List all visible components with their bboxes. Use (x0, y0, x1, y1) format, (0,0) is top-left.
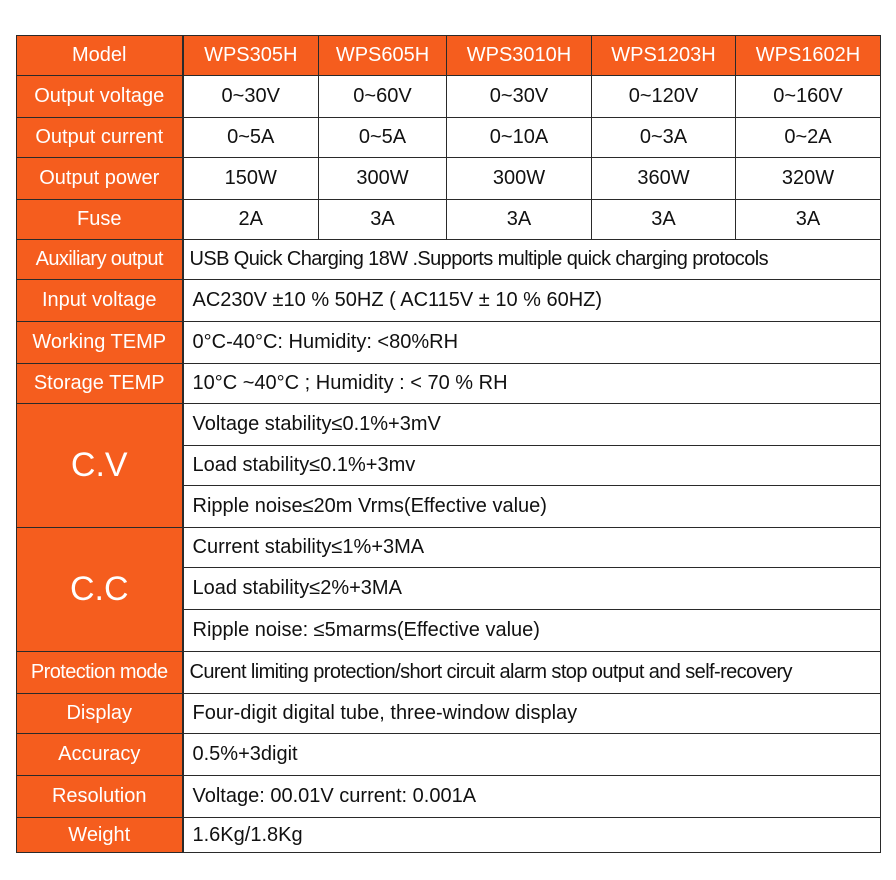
model-name: WPS3010H (447, 36, 592, 76)
row-label: Display (17, 694, 183, 734)
cell-value: 0~160V (736, 76, 881, 118)
cell-value: 300W (319, 158, 447, 200)
cc-row (17, 528, 881, 568)
cell-value: Load stability≤0.1%+3mv (183, 446, 881, 486)
row-label: Output voltage (17, 76, 183, 118)
cc-label: C.C (17, 528, 183, 652)
auxiliary-output-row (17, 240, 881, 280)
cell-value: 0~10A (447, 118, 592, 158)
row-label: Resolution (17, 776, 183, 818)
cell-value: Voltage: 00.01V current: 0.001A (183, 776, 881, 818)
cell-value: 0~60V (319, 76, 447, 118)
cell-value: 0~2A (736, 118, 881, 158)
cell-value: 3A (592, 200, 736, 240)
row-label: Storage TEMP (17, 364, 183, 404)
cell-value: 0°C-40°C: Humidity: <80%RH (183, 322, 881, 364)
cell-value: Voltage stability≤0.1%+3mV (183, 404, 881, 446)
row-label: Auxiliary output (17, 240, 183, 280)
cell-value: 0.5%+3digit (183, 734, 881, 776)
cell-value: 300W (447, 158, 592, 200)
cell-value: 320W (736, 158, 881, 200)
cell-value: 2A (183, 200, 319, 240)
row-label: Working TEMP (17, 322, 183, 364)
cell-value: 3A (319, 200, 447, 240)
header-row (17, 36, 881, 76)
input-voltage-row (17, 280, 881, 322)
model-name: WPS605H (319, 36, 447, 76)
output-voltage-row (17, 76, 881, 118)
model-name: WPS305H (183, 36, 319, 76)
row-label: Output power (17, 158, 183, 200)
output-power-row (17, 158, 881, 200)
row-label: Protection mode (17, 652, 183, 694)
display-row (17, 694, 881, 734)
cell-value: 0~30V (183, 76, 319, 118)
cell-value: 10°C ~40°C ; Humidity : < 70 % RH (183, 364, 881, 404)
model-label: Model (17, 36, 183, 76)
cell-value: 0~3A (592, 118, 736, 158)
row-label: Weight (17, 818, 183, 853)
cell-value: 0~5A (319, 118, 447, 158)
cell-value: 0~5A (183, 118, 319, 158)
cell-value: 0~120V (592, 76, 736, 118)
cell-value: 1.6Kg/1.8Kg (183, 818, 881, 853)
storage-temp-row (17, 364, 881, 404)
working-temp-row (17, 322, 881, 364)
weight-row (17, 818, 881, 853)
resolution-row (17, 776, 881, 818)
row-label: Accuracy (17, 734, 183, 776)
row-label: Fuse (17, 200, 183, 240)
accuracy-row (17, 734, 881, 776)
cell-value: USB Quick Charging 18W .Supports multiple quick charging protocols (183, 240, 881, 280)
cell-value: Curent limiting protection/short circuit alarm stop output and self-recovery (183, 652, 881, 694)
row-label: Input voltage (17, 280, 183, 322)
cell-value: Four-digit digital tube, three-window display (183, 694, 881, 734)
cell-value: AC230V ±10 % 50HZ ( AC115V ± 10 % 60HZ) (183, 280, 881, 322)
model-name: WPS1602H (736, 36, 881, 76)
protection-mode-row (17, 652, 881, 694)
cell-value: 360W (592, 158, 736, 200)
cell-value: Ripple noise≤20m Vrms(Effective value) (183, 486, 881, 528)
row-label: Output current (17, 118, 183, 158)
cell-value: Load stability≤2%+3MA (183, 568, 881, 610)
cell-value: Ripple noise: ≤5marms(Effective value) (183, 610, 881, 652)
cv-label: C.V (17, 404, 183, 528)
model-name: WPS1203H (592, 36, 736, 76)
output-current-row (17, 118, 881, 158)
cell-value: 3A (447, 200, 592, 240)
spec-table (16, 35, 881, 853)
cell-value: 0~30V (447, 76, 592, 118)
fuse-row (17, 200, 881, 240)
cell-value: 3A (736, 200, 881, 240)
cell-value: 150W (183, 158, 319, 200)
cell-value: Current stability≤1%+3MA (183, 528, 881, 568)
cv-row (17, 404, 881, 446)
